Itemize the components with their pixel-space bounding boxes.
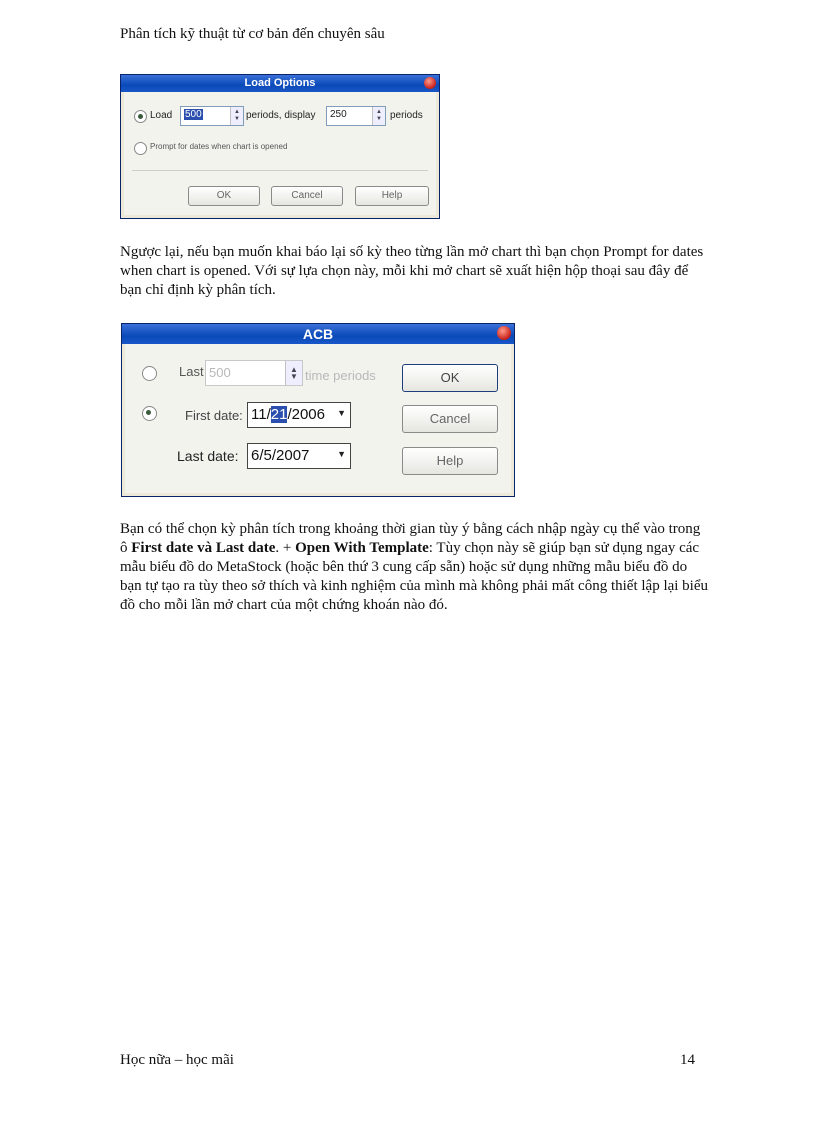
radio-last-periods[interactable]	[142, 366, 157, 381]
display-spinner[interactable]: ▲ ▼	[372, 107, 385, 125]
page-header: Phân tích kỹ thuật từ cơ bản đến chuyên sâu	[120, 26, 385, 42]
help-button[interactable]: Help	[355, 186, 429, 206]
load-spinner[interactable]: ▲ ▼	[230, 107, 243, 125]
first-date-label: First date:	[185, 408, 243, 423]
display-periods-input[interactable]: 250 ▲ ▼	[326, 106, 386, 126]
dialog-title: ACB	[302, 326, 334, 342]
divider	[132, 170, 428, 171]
radio-load[interactable]	[134, 110, 147, 123]
last-periods-spinner[interactable]: ▲ ▼	[285, 361, 302, 385]
ok-button[interactable]: OK	[188, 186, 260, 206]
radio-date-range[interactable]	[142, 406, 157, 421]
first-date-picker[interactable]: 11/21/2006 ▼	[247, 402, 351, 428]
cancel-button[interactable]: Cancel	[271, 186, 343, 206]
close-icon[interactable]	[424, 77, 436, 89]
radio-load-label: Load	[150, 110, 173, 121]
chevron-down-icon[interactable]: ▼	[337, 449, 346, 459]
time-periods-label: time periods	[305, 368, 376, 383]
footer-text: Học nữa – học mãi	[120, 1052, 234, 1068]
periods-label: periods	[390, 110, 423, 121]
dialog-titlebar	[121, 75, 439, 92]
paragraph-date-range-explanation: Bạn có thể chọn kỳ phân tích trong khoảng thời gian tùy ý bằng cách nhập ngày cụ thể vào trong ô First date và Last date. + Open With Template: Tùy chọn này sẽ giúp bạn sử dụng ngay các mẫu biểu đồ do MetaStock (hoặc bên thứ 3 cung cấp sẵn) hoặc sử dụng những mẫu biểu đồ do bạn tự tạo ra tùy theo sở thích và kinh nghiệm của mình mà không phải mất công thiết lập lại biểu đồ cho mỗi lần mở chart của một chứng khoán nào đó.	[120, 521, 709, 613]
radio-prompt-label: Prompt for dates when chart is opened	[150, 142, 288, 151]
paragraph-prompt-explanation: Ngược lại, nếu bạn muốn khai báo lại số kỳ theo từng lần mở chart thì bạn chọn Prompt for dates when chart is opened. Với sự lựa chọn này, mỗi khi mở chart sẽ xuất hiện hộp thoại sau đây để bạn chỉ định kỳ phân tích.	[120, 244, 704, 298]
ok-button[interactable]: OK	[402, 364, 498, 392]
periods-display-label: periods, display	[246, 110, 316, 121]
dialog-titlebar	[122, 324, 514, 344]
load-periods-input[interactable]: 500 ▲ ▼	[180, 106, 244, 126]
radio-prompt[interactable]	[134, 142, 147, 155]
close-icon[interactable]	[497, 326, 511, 340]
last-date-picker[interactable]: 6/5/2007 ▼	[247, 443, 351, 469]
last-periods-input[interactable]: 500 ▲ ▼	[205, 360, 303, 386]
load-options-dialog	[120, 74, 440, 219]
page-number: 14	[680, 1052, 695, 1068]
help-button[interactable]: Help	[402, 447, 498, 475]
last-date-label: Last date:	[177, 448, 239, 464]
cancel-button[interactable]: Cancel	[402, 405, 498, 433]
last-label: Last	[179, 364, 204, 379]
dialog-title: Load Options	[244, 77, 316, 89]
chevron-down-icon[interactable]: ▼	[337, 408, 346, 418]
acb-date-dialog	[121, 323, 515, 497]
